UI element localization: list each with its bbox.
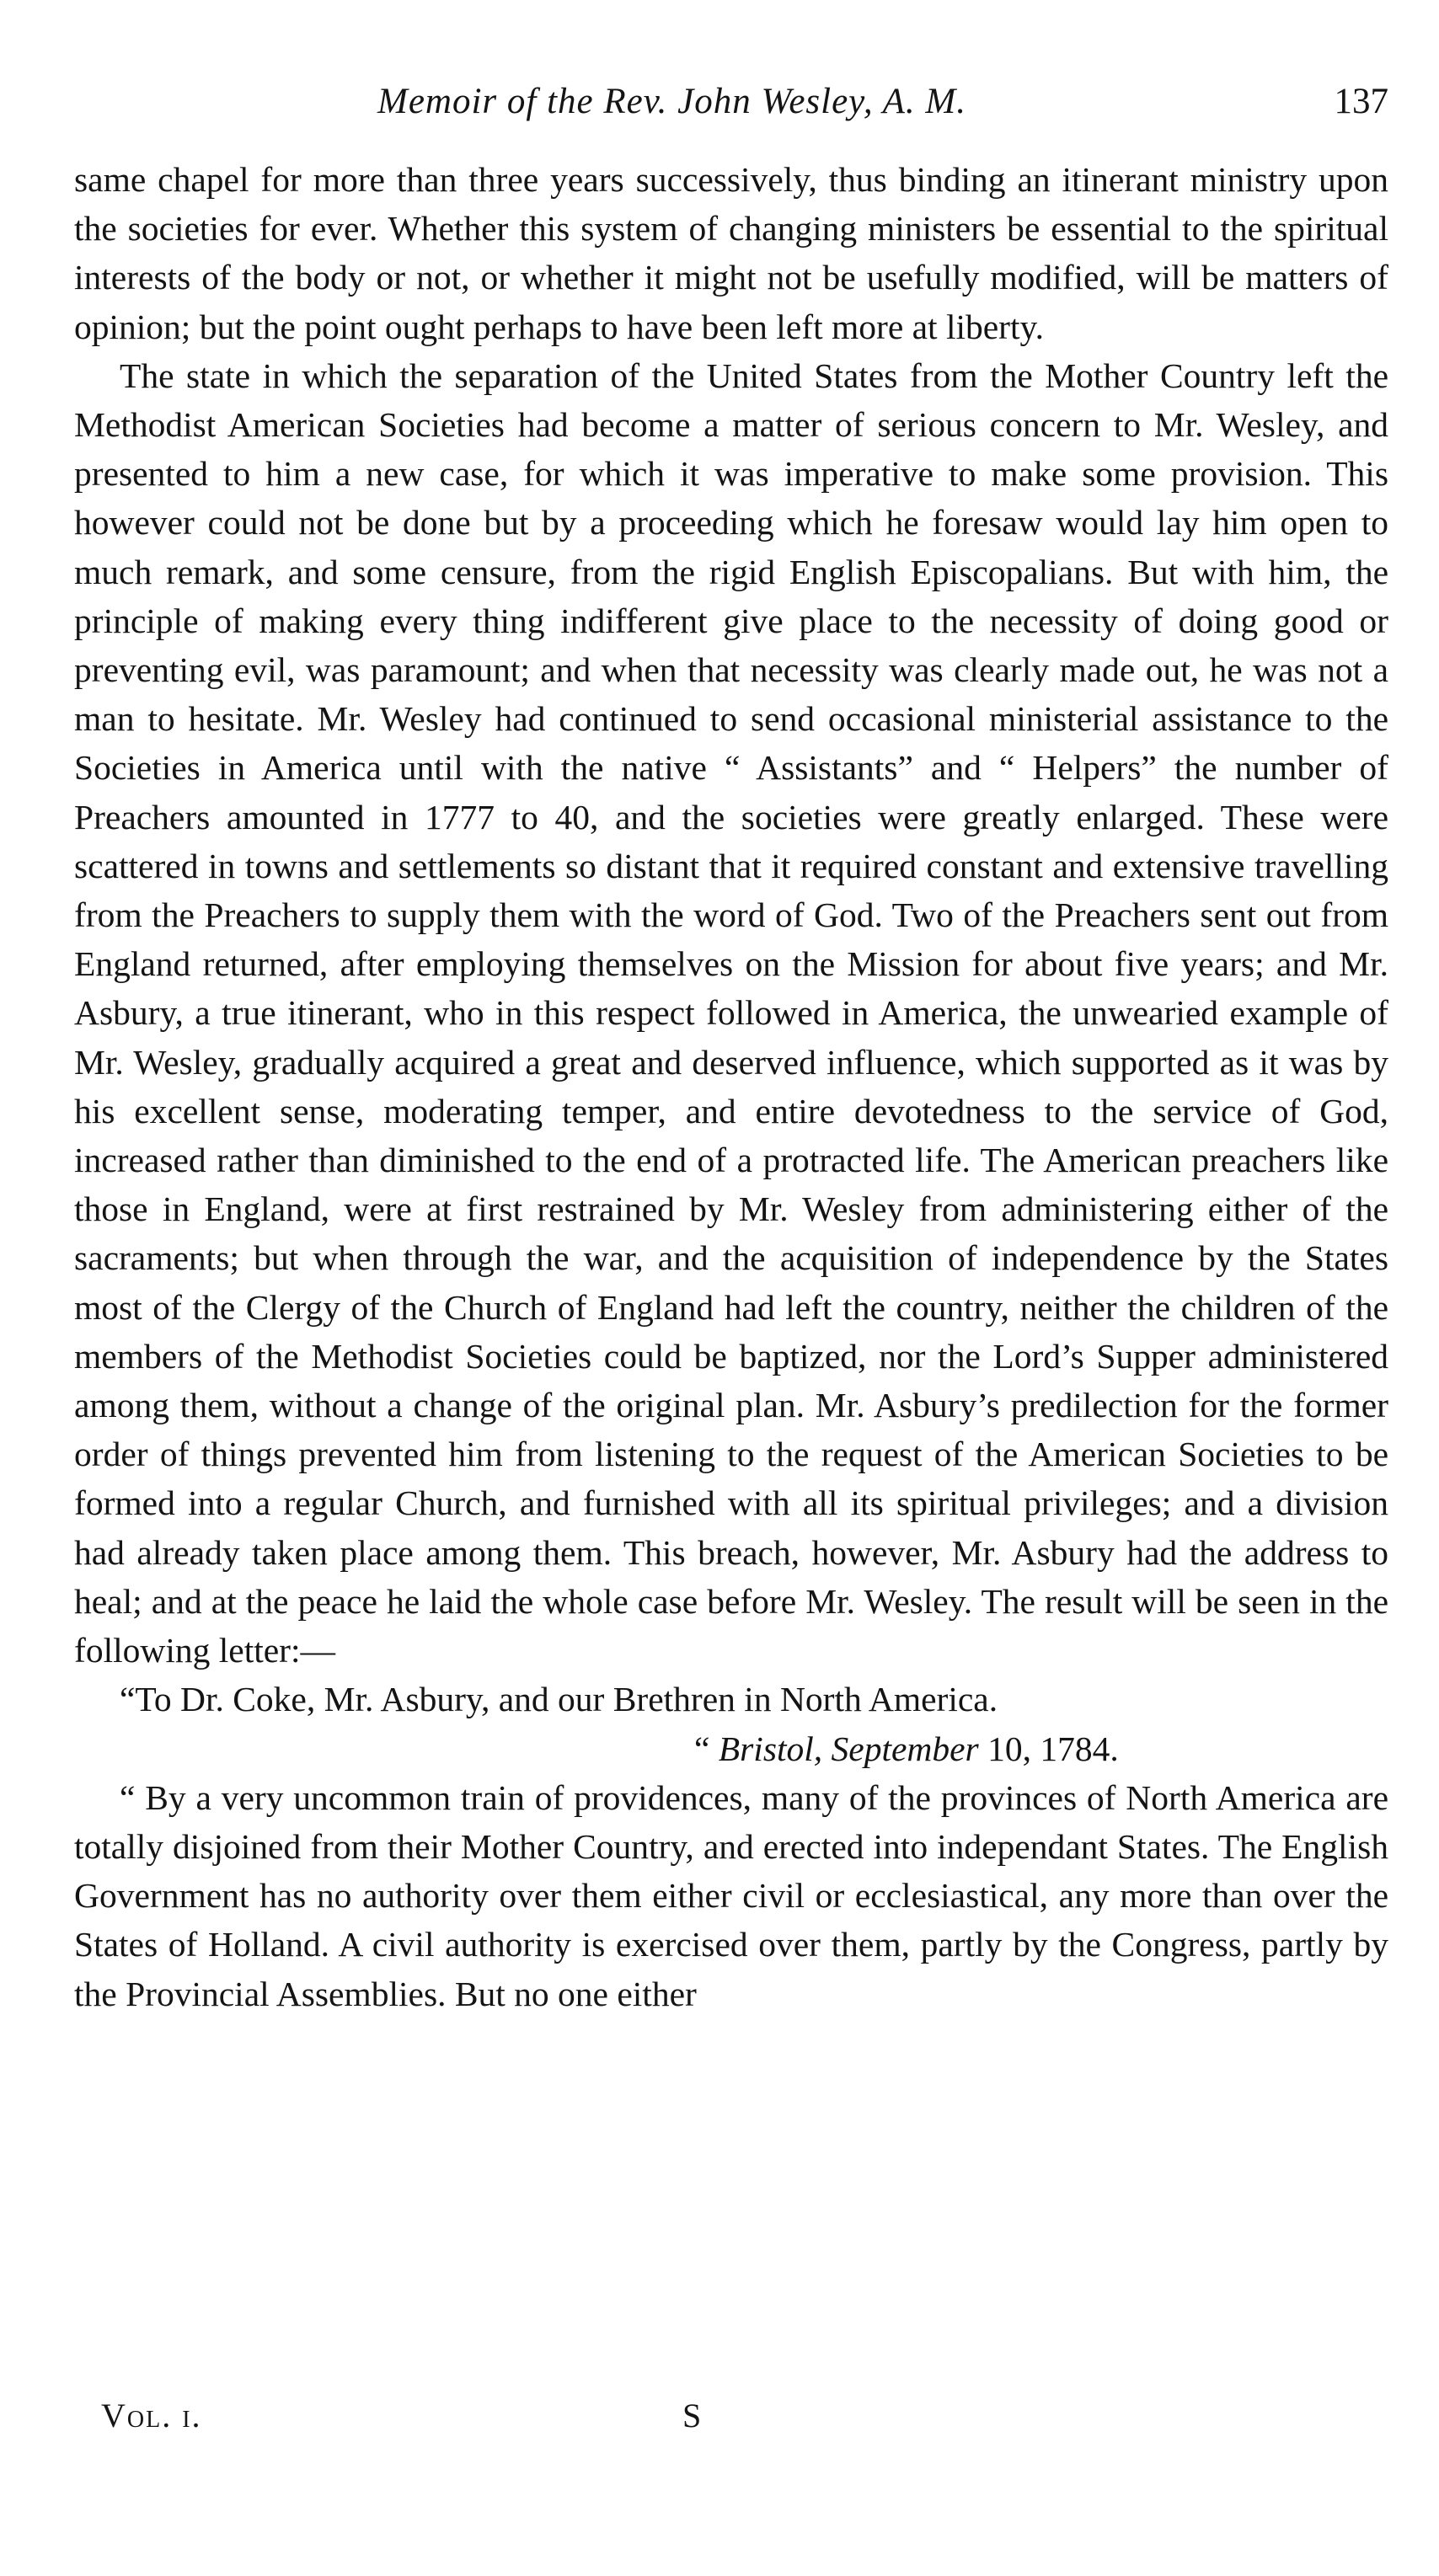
paragraph-continuation: same chapel for more than three years successively, thus binding an itinerant ministry upon the societies for ever. Whether this system of changing ministers be essential to the spiritual interests of the body or not, or whether it might not be usefully modified, will be matters of opinion; but the point ought perhaps to have been left more at liberty.	[74, 160, 1388, 346]
dateline-open-quote: “	[694, 1729, 710, 1768]
page-footer	[101, 2396, 1281, 2446]
volume-label: Vol. i.	[101, 2397, 202, 2434]
letter-dateline	[74, 1724, 1388, 1773]
letter-body: “ By a very uncommon train of providences, many of the provinces of North America are totally disjoined from their Mother Country, and erected into independant States. The English Government has no authority over them either civil or ecclesiastical, any more than over the States of Holland. A civil authority is exercised over them, partly by the Congress, partly by the Provincial Assemblies. But no one either	[74, 1777, 1388, 2013]
letter-address: “To Dr. Coke, Mr. Asbury, and our Brethren in North America.	[120, 1680, 998, 1719]
paragraph-american-societies: The state in which the separation of the United States from the Mother Country left the Methodist American Societies had become a matter of serious concern to Mr. Wesley, and presented to him a new case, for which it was imperative to make some provision. This however could not be done but by a proceeding which he foresaw would lay him open to much remark, and some censure, from the rigid English Episcopalians. But with him, the principle of making every thing indifferent give place to the necessity of doing good or preventing evil, was paramount; and when that necessity was clearly made out, he was not a man to hesitate. Mr. Wesley had continued to send occasional ministerial assistance to the Societies in America until with the native “ Assistants” and “ Helpers” the number of Preachers amounted in 1777 to 40, and the societies were greatly enlarged. These were scattered in towns and settlements so distant that it required constant and extensive travelling from the Preachers to supply them with the word of God. Two of the Preachers sent out from England returned, after employing themselves on the Mission for about five years; and Mr. Asbury, a true itinerant, who in this respect followed in America, the unwearied example of Mr. Wesley, gradually acquired a great and deserved influence, which supported as it was by his excellent sense, moderating temper, and entire devotedness to the service of God, increased rather than diminished to the end of a protracted life. The American preachers like those in England, were at first restrained by Mr. Wesley from administering either of the sacraments; but when through the war, and the acquisition of independence by the States most of the Clergy of the Church of England had left the country, neither the children of the members of the Methodist Societies could be baptized, nor the Lord’s Supper administered among them, without a change of the original plan. Mr. Asbury’s predilection for the former order of things prevented him from listening to the request of the American Societies to be formed into a regular Church, and furnished with all its spiritual privileges; and a division had already taken place among them. This breach, however, Mr. Asbury had the address to heal; and at the peace he laid the whole case before Mr. Wesley. The result will be seen in the following letter:—	[74, 355, 1388, 1670]
running-head	[74, 81, 1388, 148]
signature-mark: S	[682, 2397, 702, 2434]
book-page	[74, 81, 1388, 2018]
running-head-title: Memoir of the Rev. John Wesley, A. M.	[377, 82, 966, 121]
dateline-date: 10, 1784.	[987, 1729, 1119, 1768]
body-text	[74, 155, 1388, 2018]
dateline-place: Bristol, September	[718, 1729, 979, 1768]
page-number: 137	[1334, 82, 1388, 121]
